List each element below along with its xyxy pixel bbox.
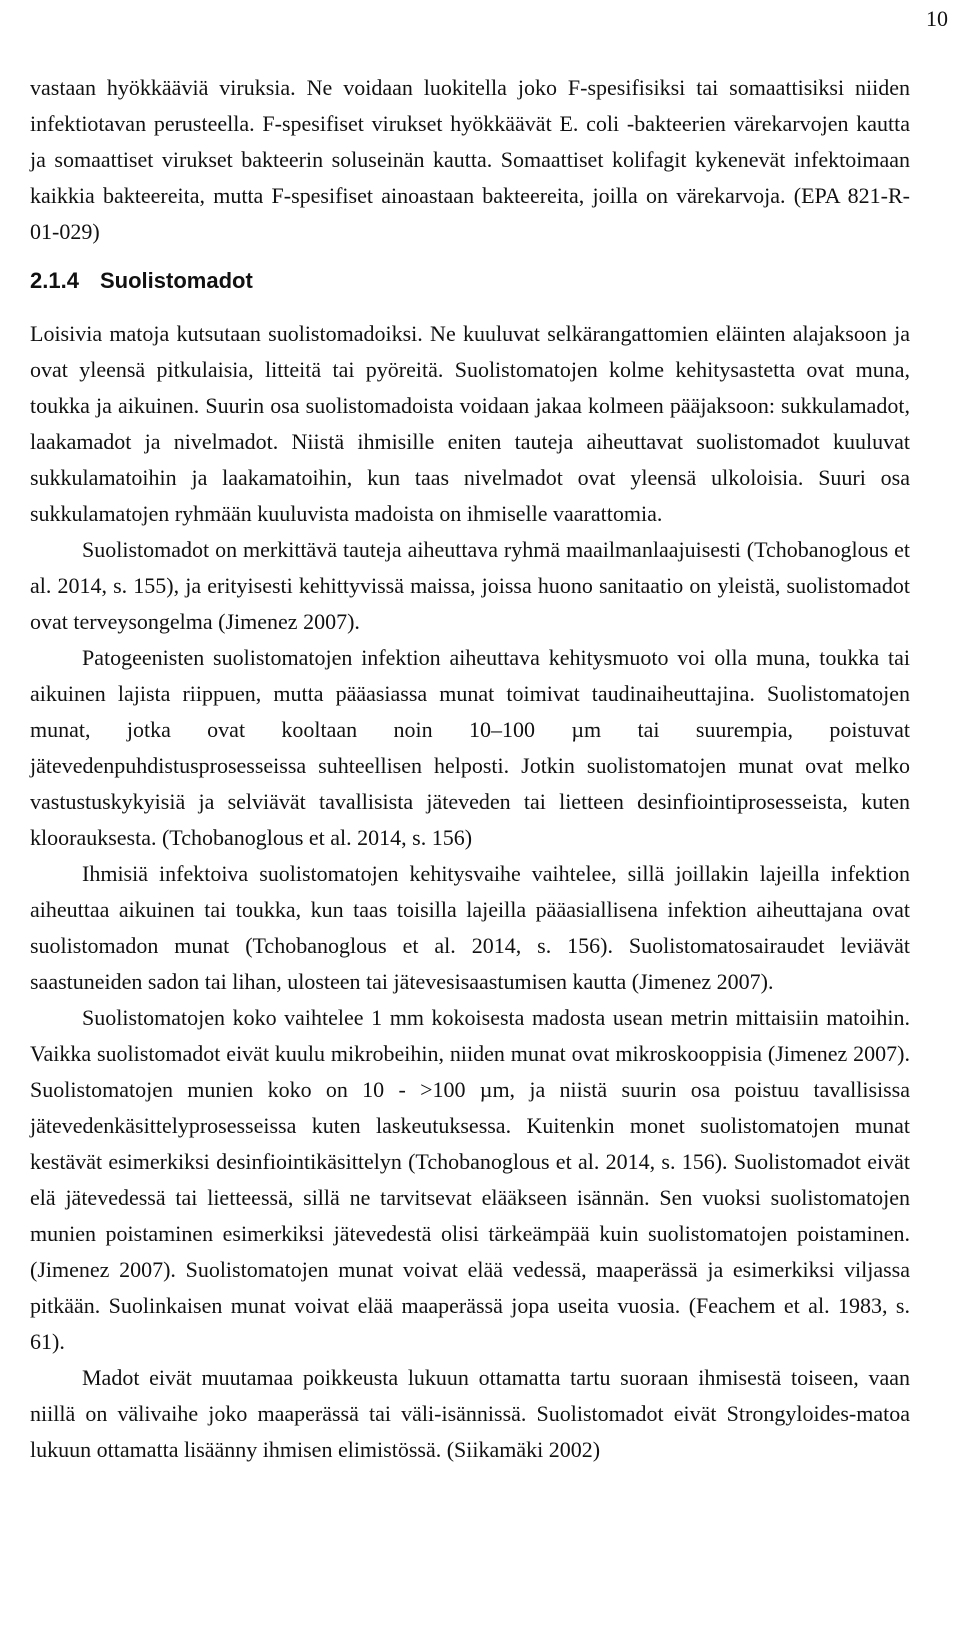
section-number: 2.1.4: [30, 268, 79, 293]
intro-paragraph: vastaan hyökkääviä viruksia. Ne voidaan luokitella joko F-spesifisiksi tai somaattisiksi niiden infektiotavan perusteella. F-spesifiset virukset hyökkäävät E. coli -bakteerien värekarvojen kautta ja somaattiset virukset bakteerin soluseinän kautta. Somaattiset kolifagit kykenevät infektoimaan kaikkia bakteereita, mutta F-spesifiset ainoastaan bakteereita, joilla on värekarvoja. (EPA 821-R-01-029): [30, 75, 910, 244]
paragraph: Patogeenisten suolistomatojen infektion aiheuttava kehitysmuoto voi olla muna, toukka tai aikuinen lajista riippuen, mutta pääasiassa munat toimivat taudinaiheuttajina. Suolistomatojen munat, jotka ovat kooltaan noin 10–100 µm tai suurempia, poistuvat jätevedenpuhdistusprosesseissa suhteellisen helposti. Jotkin suolistomatojen munat ovat melko vastustuskykyisiä ja selviävät tavallisista jäteveden tai lietteen desinfiointiprosesseista, kuten kloorauksesta. (Tchobanoglous et al. 2014, s. 156): [30, 645, 910, 850]
paragraph: Madot eivät muutamaa poikkeusta lukuun ottamatta tartu suoraan ihmisestä toiseen, vaan niillä on välivaihe joko maaperässä tai väli-isännissä. Suolistomadot eivät Strongyloides-matoa lukuun ottamatta lisäänny ihmisen elimistössä. (Siikamäki 2002): [30, 1365, 910, 1462]
paragraph: Loisivia matoja kutsutaan suolistomadoiksi. Ne kuuluvat selkärangattomien eläinten alajaksoon ja ovat yleensä pitkulaisia, litteitä tai pyöreitä. Suolistomatojen kolme kehitysastetta ovat muna, toukka ja aikuinen. Suurin osa suolistomadoista voidaan jakaa kolmeen pääjaksoon: sukkulamadot, laakamadot ja nivelmadot. Niistä ihmisille eniten tauteja aiheuttavat suolistomadot kuuluvat sukkulamatoihin ja laakamatoihin, kun taas nivelmadot ovat yleensä ulkoloisia. Suuri osa sukkulamatojen ryhmään kuuluvista madoista on ihmiselle vaarattomia.: [30, 321, 910, 526]
page-number: 10: [926, 6, 948, 31]
document-body: [30, 70, 910, 1468]
paragraph: Suolistomatojen koko vaihtelee 1 mm kokoisesta madosta usean metrin mittaisiin matoihin. Vaikka suolistomadot eivät kuulu mikrobeihin, niiden munat ovat mikroskooppisia (Jimenez 2007). Suolistomatojen munien koko on 10 - >100 µm, ja niistä suurin osa poistuu tavallisissa jätevedenkäsittelyprosesseissa kuten laskeutuksessa. Kuitenkin monet suolistomatojen munat kestävät esimerkiksi desinfiointikäsittelyn (Tchobanoglous et al. 2014, s. 156). Suolistomadot eivät elä jätevedessä tai lietteessä, sillä ne tarvitsevat elääkseen isännän. Sen vuoksi suolistomatojen munien poistaminen esimerkiksi jätevedestä olisi tärkeämpää kuin suolistomatojen poistaminen. (Jimenez 2007). Suolistomatojen munat voivat elää vedessä, maaperässä ja esimerkiksi viljassa pitkään. Suolinkaisen munat voivat elää maaperässä jopa useita vuosia. (Feachem et al. 1983, s. 61).: [30, 1005, 910, 1354]
section-title: Suolistomadot: [100, 268, 253, 293]
section-heading: [30, 264, 910, 298]
paragraph: Suolistomadot on merkittävä tauteja aiheuttava ryhmä maailmanlaajuisesti (Tchobanoglous et al. 2014, s. 155), ja erityisesti kehittyvissä maissa, joissa huono sanitaatio on yleistä, suolistomadot ovat terveysongelma (Jimenez 2007).: [30, 537, 910, 634]
paragraph: Ihmisiä infektoiva suolistomatojen kehitysvaihe vaihtelee, sillä joillakin lajeilla infektion aiheuttaa aikuinen tai toukka, kun taas toisilla lajeilla pääasiallisena infektion aiheuttajana ovat suolistomadon munat (Tchobanoglous et al. 2014, s. 156). Suolistomatosairaudet leviävät saastuneiden sadon tai lihan, ulosteen tai jätevesisaastumisen kautta (Jimenez 2007).: [30, 861, 910, 994]
